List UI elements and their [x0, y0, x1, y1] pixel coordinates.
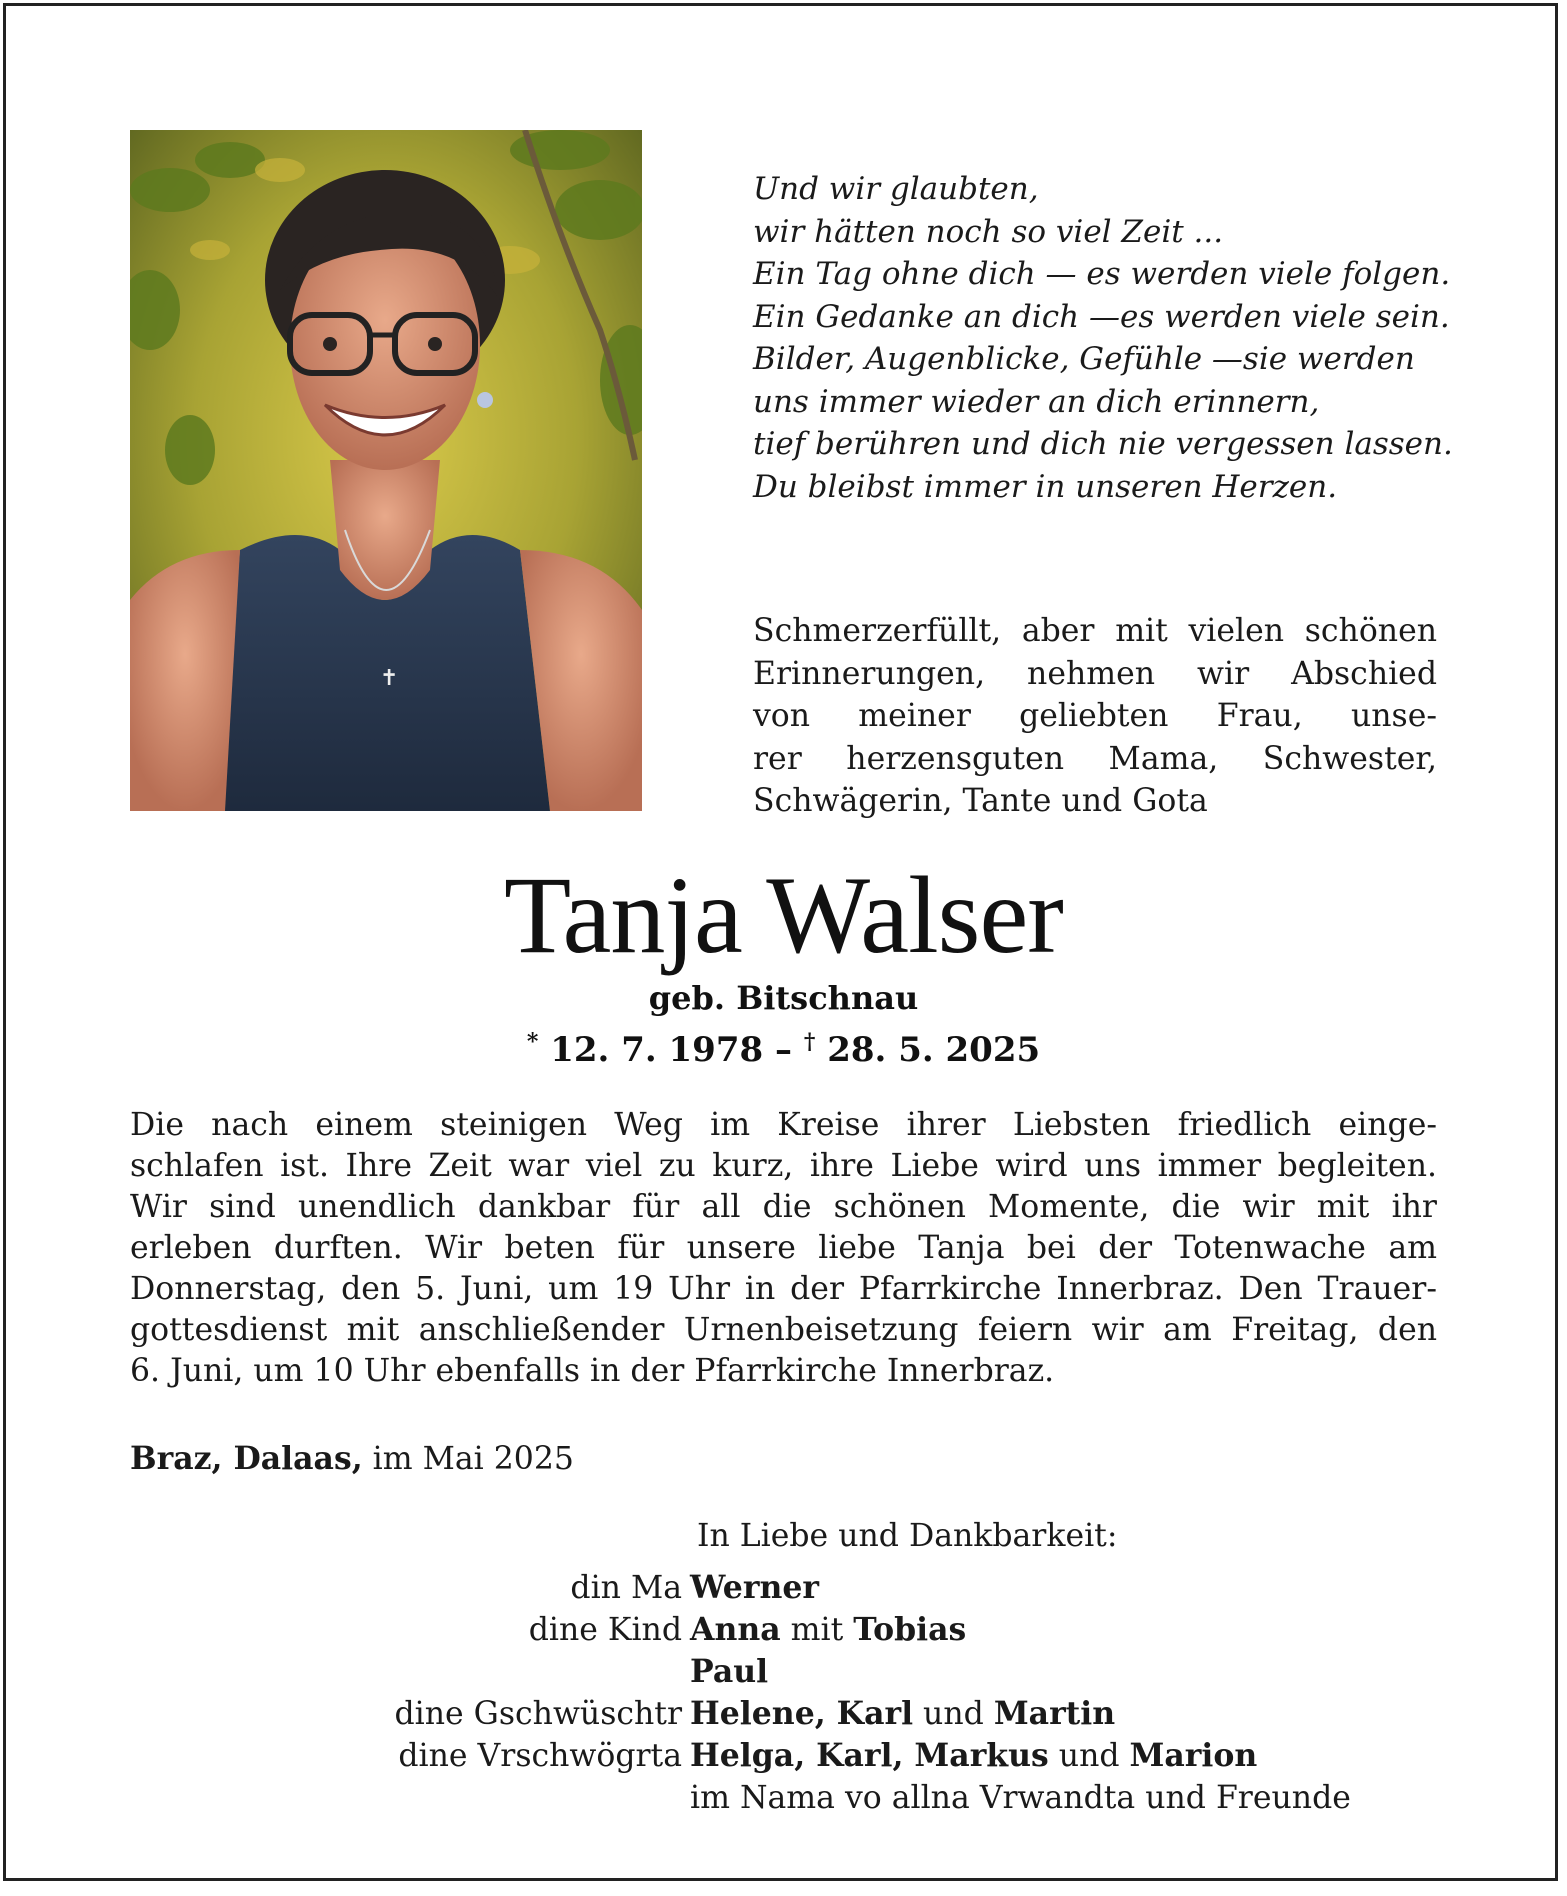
body-line: gottesdienst mit anschließender Urnenbeisetzung feiern wir am Freitag, den — [130, 1312, 1437, 1348]
portrait-photo — [130, 130, 642, 811]
body-line: erleben durften. Wir beten für unsere liebe Tanja bei der Totenwache am — [130, 1230, 1437, 1266]
family-row — [130, 1609, 1460, 1651]
relation-label: dine Gschwüschtr — [394, 1696, 682, 1732]
family-closing: im Nama vo allna Vrwandta und Freunde — [690, 1780, 1351, 1816]
family-row — [130, 1651, 1460, 1693]
family-row — [130, 1567, 1460, 1609]
family-names: Paul — [690, 1653, 769, 1690]
poem-line: Ein Tag ohne dich — es werden viele folgen. — [753, 256, 1451, 292]
intro-line: Schwägerin, Tante und Gota — [753, 783, 1208, 819]
family-names: Helene, Karl und Martin — [690, 1695, 1116, 1732]
birth-mark: * — [526, 1029, 539, 1055]
memorial-poem — [753, 168, 1453, 508]
intro-paragraph — [753, 610, 1437, 823]
poem-line: Bilder, Augenblicke, Gefühle —sie werden — [753, 341, 1415, 377]
family-names: Anna mit Tobias — [690, 1611, 967, 1648]
relation-label: dine Kind — [528, 1612, 682, 1648]
body-line: Die nach einem steinigen Weg im Kreise ihrer Liebsten friedlich einge- — [130, 1107, 1437, 1143]
intro-line: Erinnerungen, nehmen wir Abschied — [753, 655, 1437, 692]
relation-label — [130, 1777, 690, 1819]
family-row — [130, 1735, 1460, 1777]
relation-label — [130, 1651, 690, 1693]
svg-text:✝: ✝ — [380, 666, 399, 691]
poem-line: Ein Gedanke an dich —es werden viele sein. — [753, 298, 1450, 335]
thanks-line: In Liebe und Dankbarkeit: — [697, 1518, 1118, 1554]
intro-line: Schmerzerfüllt, aber mit vielen schönen — [753, 613, 1437, 649]
poem-line: tief berühren und dich nie vergessen lassen. — [753, 426, 1453, 462]
family-names: Helga, Karl, Markus und Marion — [690, 1737, 1258, 1774]
deceased-name: Tanja Walser — [504, 854, 1063, 976]
announcement-body — [130, 1105, 1437, 1392]
family-row — [130, 1777, 1460, 1819]
date-separator: – — [775, 1030, 792, 1070]
place-names: Braz, Dalaas, — [130, 1440, 363, 1477]
body-line: 6. Juni, um 10 Uhr ebenfalls in der Pfarrkirche Innerbraz. — [130, 1353, 1055, 1389]
family-list — [130, 1567, 1460, 1819]
poem-line: uns immer wieder an dich erinnern, — [753, 383, 1320, 420]
poem-line: Und wir glaubten, — [753, 171, 1039, 207]
birth-date: 12. 7. 1978 — [550, 1030, 764, 1070]
intro-line: von meiner geliebten Frau, unse- — [753, 698, 1437, 734]
intro-line: rer herzensguten Mama, Schwester, — [753, 740, 1437, 777]
poem-line: wir hätten noch so viel Zeit ... — [753, 213, 1224, 250]
relation-label: din Ma — [570, 1570, 682, 1606]
life-dates — [0, 1020, 1567, 1072]
family-names: Werner — [690, 1569, 819, 1606]
family-row — [130, 1693, 1460, 1735]
body-line: Donnerstag, den 5. Juni, um 19 Uhr in der Pfarrkirche Innerbraz. Den Trauer- — [130, 1271, 1437, 1307]
body-line: Wir sind unendlich dankbar für all die schönen Momente, die wir mit ihr — [130, 1189, 1437, 1225]
body-line: schlafen ist. Ihre Zeit war viel zu kurz, ihre Liebe wird uns immer begleiten. — [130, 1148, 1437, 1184]
poem-line: Du bleibst immer in unseren Herzen. — [753, 468, 1338, 505]
place-date — [130, 1438, 574, 1480]
place-month: im Mai 2025 — [362, 1441, 574, 1477]
death-date: 28. 5. 2025 — [827, 1030, 1041, 1070]
maiden-name: geb. Bitschnau — [648, 979, 919, 1017]
death-mark: † — [803, 1029, 816, 1055]
relation-label: dine Vrschwögrta — [398, 1738, 682, 1774]
